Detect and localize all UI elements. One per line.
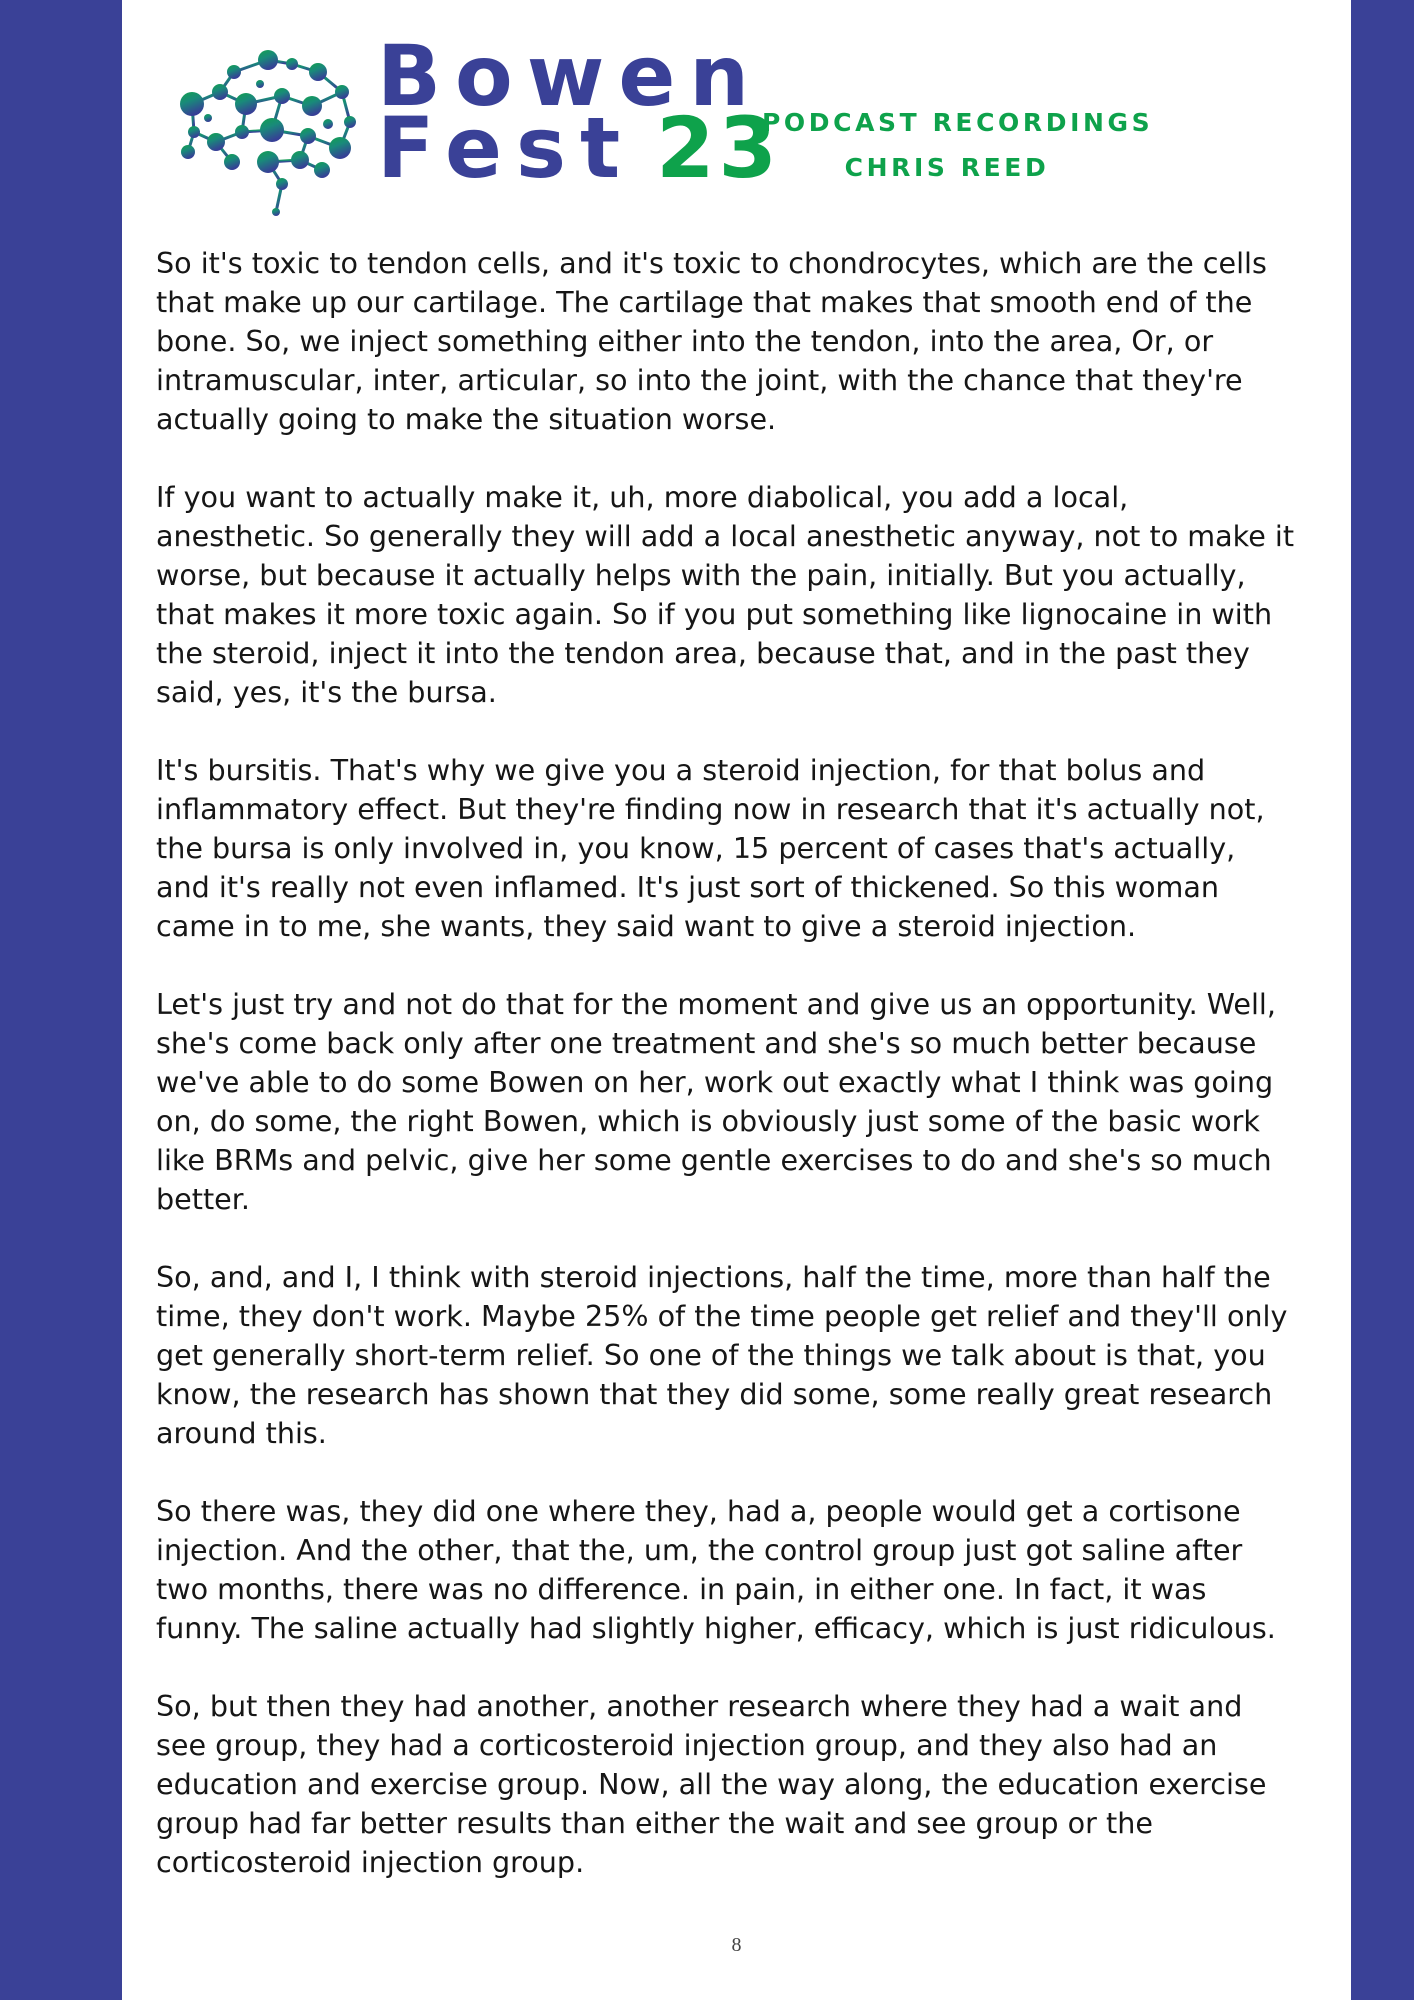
page-header xyxy=(122,0,1351,215)
logo-number: 23 xyxy=(656,99,782,197)
page-number: 8 xyxy=(731,1934,742,1956)
logo-line-fest xyxy=(377,99,782,197)
transcript-paragraph: Let's just try and not do that for the moment and give us an opportunity. Well, she's come back only after one treatment and she's so much better because we've able to do some Bowen on her, work out exactly what I think was going on, do some, the right Bowen, which is obviously just some of the basic work like BRMs and pelvic, give her some gentle exercises to do and she's so much better. xyxy=(156,987,1276,1216)
transcript-paragraph: So there was, they did one where they, had a, people would get a cortisone injection. And the other, that the, um, the control group just got saline after two months, there was no difference. in pain, in either one. In fact, it was funny. The saline actually had slightly higher, efficacy, which is just ridiculous. xyxy=(156,1494,1276,1645)
transcript-paragraph: So it's toxic to tendon cells, and it's toxic to chondrocytes, which are the cells that make up our cartilage. The cartilage that makes that smooth end of the bone. So, we inject something either into the tendon, into the area, Or, or intramuscular, inter, articular, so into the joint, with the chance that they're actually going to make the situation worse. xyxy=(156,246,1267,436)
podcast-label: PODCAST RECORDINGS xyxy=(762,108,1154,137)
transcript-body xyxy=(156,244,1296,1921)
logo-wordmark xyxy=(377,27,782,197)
transcript-paragraph: So, and, and I, I think with steroid injections, half the time, more than half the time, they don't work. Maybe 25% of the time people get relief and they'll only get generally short-term relief. So one of the things we talk about is that, you know, the research has shown that they did some, some really great research around this. xyxy=(156,1260,1288,1450)
speaker-name: CHRIS REED xyxy=(844,153,1050,182)
transcript-paragraph: So, but then they had another, another research where they had a wait and see group, they had a corticosteroid injection group, and they also had an education and exercise group. Now, all the way along, the education exercise group had far better results than either the wait and see group or the corticosteroid injection group. xyxy=(156,1689,1267,1879)
logo-word-bowen: Bowen xyxy=(377,27,764,125)
transcript-paragraph: If you want to actually make it, uh, more diabolical, you add a local, anesthetic. So generally they will add a local anesthetic anyway, not to make it worse, but because it actually helps with the pain, initially. But you actually, that makes it more toxic again. So if you put something like lignocaine in with the steroid, inject it into the tendon area, because that, and in the past they said, yes, it's the bursa. xyxy=(156,480,1295,709)
document-page xyxy=(122,0,1351,2000)
logo-word-fest: Fest xyxy=(377,99,635,197)
brain-network-icon xyxy=(172,44,372,216)
podcast-heading xyxy=(762,100,1154,190)
transcript-paragraph: It's bursitis. That's why we give you a steroid injection, for that bolus and inflammatory effect. But they're finding now in research that it's actually not, the bursa is only involved in, you know, 15 percent of cases that's actually, and it's really not even inflamed. It's just sort of thickened. So this woman came in to me, she wants, they said want to give a steroid injection. xyxy=(156,753,1265,943)
